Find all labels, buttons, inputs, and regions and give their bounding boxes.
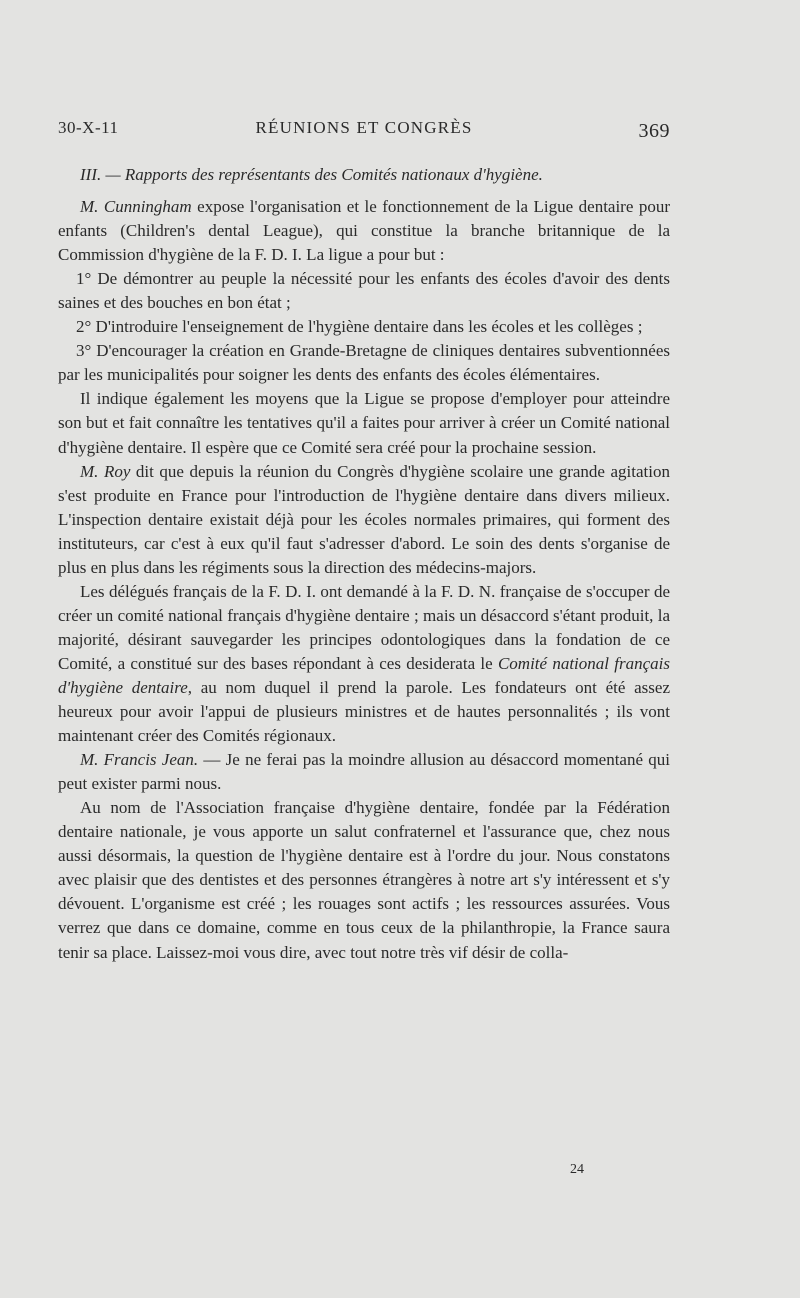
paragraph-text: expose l'organisation et le fonctionnement de la Ligue dentaire pour enfants (Children's dental League), qui constitue la branche britannique de la Commission d'hygiène de la F. D. I. La ligue a pour but : [58, 197, 670, 265]
paragraph: Il indique également les moyens que la Ligue se propose d'employer pour atteindre son but et fait connaître les tentatives qu'il a faites pour arriver à créer un Comité national d'hygiène dentaire. Il espère que ce Comité sera créé pour la prochaine session. [58, 389, 670, 457]
paragraph-text: dit que depuis la réunion du Congrès d'hygiène scolaire une grande agitation s'est produite en France pour l'introduction de l'hygiène dentaire dans divers milieux. L'inspection dentaire existait déjà pour les écoles normales primaires, qui forment des instituteurs, car c'est à eux qu'il faut s'adresser d'abord. Le soin des dents s'organise de plus en plus dans les régiments sous la direction des médecins-majors. [58, 461, 670, 577]
page-number: 369 [638, 120, 670, 142]
body-text [58, 163, 670, 965]
paragraph-text: — Je ne ferai pas la moindre allusion au désaccord momentané qui peut exister parmi nous. [58, 750, 670, 794]
header-title: RÉUNIONS ET CONGRÈS [255, 118, 473, 137]
paragraph-delegues [58, 580, 670, 748]
paragraph-text: , au nom duquel il prend la parole. Les fondateurs ont été assez heureux pour avoir l'appui de plusieurs ministres et de hautes personnalités ; ils vont maintenant créer des Comités régionaux. [58, 677, 670, 746]
paragraph: Au nom de l'Association française d'hygiène dentaire, fondée par la Fédération dentaire nationale, je vous apporte un salut confraternel et l'assurance que, chez nous aussi désormais, la question de l'hygiène dentaire est à l'ordre du jour. Nous constatons avec plaisir que des dentistes et des personnes étrangères à notre art s'y intéressent et s'y dévouent. L'organisme est créé ; les rouages sont actifs ; les ressources assurées. Vous verrez que dans ce domaine, comme en tous ceux de la philanthropie, la France saura tenir sa place. Laissez-moi vous dire, avec tout notre très vif désir de colla- [58, 798, 670, 962]
speaker-name: M. Roy [80, 461, 131, 481]
signature-mark: 24 [570, 1162, 584, 1177]
speaker-name: M. Cunningham [80, 197, 192, 217]
list-item: 1° De démontrer au peuple la nécessité pour les enfants des écoles d'avoir des dents saines et des bouches en bon état ; [58, 269, 670, 313]
committee-name: Comité national français d'hygiène dentaire [58, 653, 671, 697]
speaker-name: M. Francis Jean. [80, 750, 199, 770]
paragraph-cunningham [58, 195, 670, 267]
section-title: III. — Rapports des représentants des Comités nationaux d'hygiène. [80, 165, 543, 184]
paragraph-roy [58, 460, 670, 580]
header-date: 30-X-11 [58, 118, 119, 137]
list-item: 3° D'encourager la création en Grande-Bretagne de cliniques dentaires subventionnées par les municipalités pour soigner les dents des enfants des écoles élémentaires. [58, 341, 670, 385]
paragraph-text: Les délégués français de la F. D. I. ont demandé à la F. D. N. française de s'occuper de créer un comité national français d'hygiène dentaire ; mais un désaccord s'étant produit, la majorité, désirant sauvegarder les principes odontologiques dans la fondation de ce Comité, a constitué sur des bases répondant à ces desiderata le [58, 581, 670, 673]
list-item: 2° D'introduire l'enseignement de l'hygiène dentaire dans les écoles et les collèges ; [76, 317, 643, 337]
running-header [58, 116, 670, 146]
paragraph-francis-jean [58, 748, 670, 796]
